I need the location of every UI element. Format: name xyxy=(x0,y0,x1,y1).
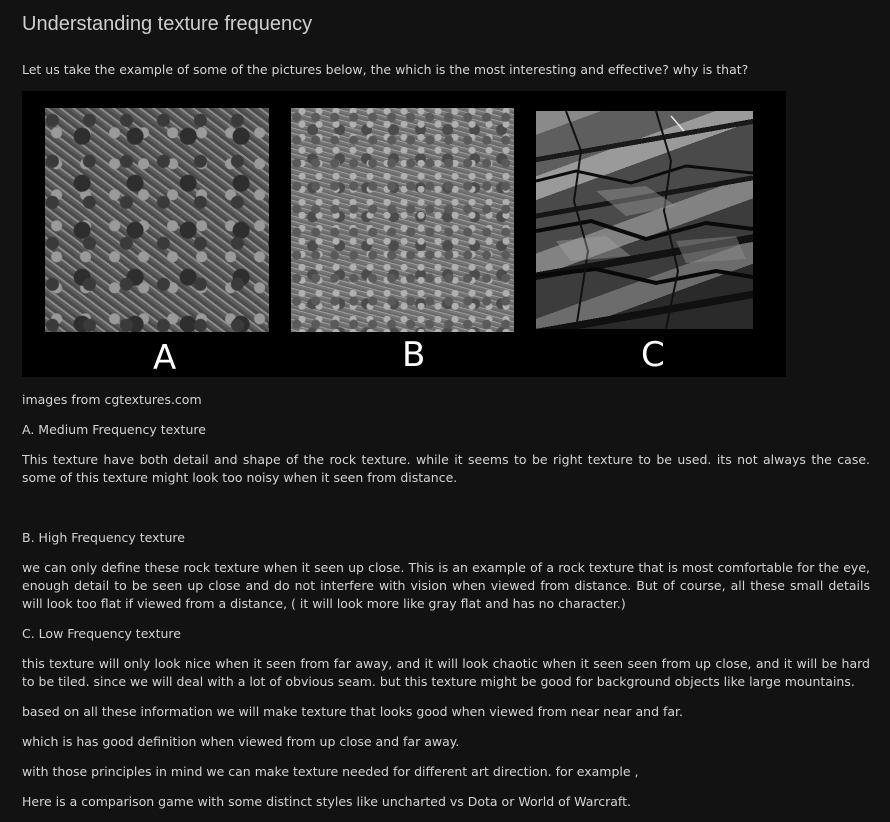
image-credit: images from cgtextures.com xyxy=(22,392,202,407)
paragraph-1: based on all these information we will make texture that looks good when viewed from near near and far. xyxy=(22,704,684,719)
section-a-body: This texture have both detail and shape of the rock texture. while it seems to be right texture to be used. its not always the case. some of this texture might look too noisy when it seen from distance. xyxy=(22,452,870,485)
intro-paragraph: Let us take the example of some of the pictures below, the which is the most interesting and effective? why is that? xyxy=(22,62,749,77)
section-b-body: we can only define these rock texture when it seen up close. This is an example of a rock texture that is most comfortable for the eye, enough detail to be seen up close and do not interfere with vision when viewed from distance. But of course, all these small details will look too flat if viewed from a distance, ( it will look more like gray flat and has no character.) xyxy=(22,560,870,611)
texture-image-c xyxy=(536,111,753,329)
figure-label-a: A xyxy=(153,338,177,378)
section-b-heading: B. High Frequency texture xyxy=(22,530,185,545)
section-c-heading: C. Low Frequency texture xyxy=(22,626,181,641)
paragraph-3: with those principles in mind we can make texture needed for different art direction. for example , xyxy=(22,764,639,779)
section-a-heading: A. Medium Frequency texture xyxy=(22,422,206,437)
texture-comparison-figure xyxy=(22,91,786,377)
section-c-body: this texture will only look nice when it seen from far away, and it will look chaotic when it seen seen from up close, and it will be hard to be tiled. since we will deal with a lot of obvious seam. but this texture might be good for background objects like large mountains. xyxy=(22,656,870,689)
texture-image-b xyxy=(291,108,514,332)
figure-label-c: C xyxy=(641,335,665,375)
texture-image-a xyxy=(45,108,269,332)
figure-label-b: B xyxy=(402,335,426,375)
paragraph-4: Here is a comparison game with some distinct styles like uncharted vs Dota or World of Warcraft. xyxy=(22,794,631,809)
article-title: Understanding texture frequency xyxy=(22,13,313,35)
paragraph-2: which is has good definition when viewed from up close and far away. xyxy=(22,734,460,749)
